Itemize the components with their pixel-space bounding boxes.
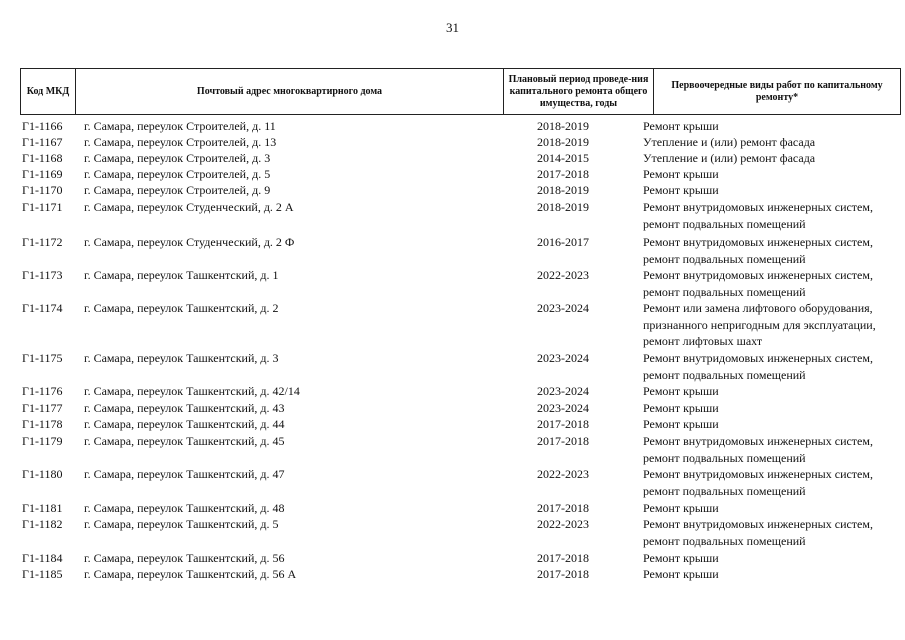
repair-work-line: Ремонт крыши: [643, 567, 719, 581]
repair-works: [643, 150, 903, 167]
mkd-code: Г1-1181: [22, 501, 63, 515]
mkd-code: Г1-1169: [22, 167, 63, 181]
repair-work-line: Утепление и (или) ремонт фасада: [643, 135, 816, 149]
repair-work-line: Ремонт внутридомовых инженерных систем,: [643, 268, 873, 282]
planned-period: 2023-2024: [537, 401, 589, 415]
mkd-code: Г1-1172: [22, 235, 63, 249]
postal-address: г. Самара, переулок Студенческий, д. 2 А: [84, 200, 294, 214]
postal-address: г. Самара, переулок Ташкентский, д. 47: [84, 467, 285, 481]
mkd-code: Г1-1176: [22, 384, 63, 398]
repair-works: [643, 182, 903, 199]
mkd-code: Г1-1178: [22, 417, 63, 431]
repair-works: [643, 516, 903, 549]
repair-works: [643, 466, 903, 499]
planned-period: 2017-2018: [537, 417, 589, 431]
planned-period: 2022-2023: [537, 517, 589, 531]
repair-works: [643, 134, 903, 151]
repair-work-line: Ремонт крыши: [643, 417, 719, 431]
header-address: Почтовый адрес многоквартирного дома: [75, 69, 503, 114]
repair-work-line: Ремонт внутридомовых инженерных систем,: [643, 467, 873, 481]
header-code: Код МКД: [20, 69, 75, 114]
repair-work-line: ремонт подвальных помещений: [643, 483, 806, 498]
repair-work-line: Ремонт крыши: [643, 183, 719, 197]
postal-address: г. Самара, переулок Ташкентский, д. 43: [84, 401, 285, 415]
repair-works: [643, 383, 903, 400]
mkd-code: Г1-1184: [22, 551, 63, 565]
planned-period: 2017-2018: [537, 567, 589, 581]
repair-work-line: Утепление и (или) ремонт фасада: [643, 151, 816, 165]
postal-address: г. Самара, переулок Ташкентский, д. 56: [84, 551, 285, 565]
planned-period: 2018-2019: [537, 135, 589, 149]
repair-work-line: ремонт подвальных помещений: [643, 251, 806, 266]
table-header: [20, 68, 901, 115]
repair-works: [643, 566, 903, 583]
repair-works: [643, 300, 903, 350]
header-works: Первоочередные виды работ по капитальному ремонту*: [653, 69, 901, 114]
postal-address: г. Самара, переулок Ташкентский, д. 56 А: [84, 567, 297, 581]
mkd-code: Г1-1174: [22, 301, 63, 315]
repair-work-line: Ремонт крыши: [643, 119, 719, 133]
planned-period: 2017-2018: [537, 501, 589, 515]
page-number: 31: [446, 20, 459, 35]
planned-period: 2022-2023: [537, 467, 589, 481]
planned-period: 2018-2019: [537, 119, 589, 133]
postal-address: г. Самара, переулок Строителей, д. 13: [84, 135, 277, 149]
planned-period: 2014-2015: [537, 151, 589, 165]
postal-address: г. Самара, переулок Строителей, д. 5: [84, 167, 271, 181]
repair-works: [643, 550, 903, 567]
repair-work-line: Ремонт крыши: [643, 551, 719, 565]
postal-address: г. Самара, переулок Строителей, д. 11: [84, 119, 276, 133]
mkd-code: Г1-1168: [22, 151, 63, 165]
postal-address: г. Самара, переулок Ташкентский, д. 42/14: [84, 384, 300, 398]
repair-work-line: Ремонт или замена лифтового оборудования,: [643, 301, 873, 315]
repair-works: [643, 267, 903, 300]
mkd-code: Г1-1177: [22, 401, 63, 415]
mkd-code: Г1-1182: [22, 517, 63, 531]
repair-works: [643, 400, 903, 417]
repair-work-line: ремонт подвальных помещений: [643, 450, 806, 465]
repair-work-line: ремонт подвальных помещений: [643, 533, 806, 548]
mkd-code: Г1-1179: [22, 434, 63, 448]
postal-address: г. Самара, переулок Строителей, д. 9: [84, 183, 271, 197]
repair-work-line: признанного непригодным для эксплуатации,: [643, 317, 876, 332]
planned-period: 2023-2024: [537, 351, 589, 365]
repair-work-line: ремонт подвальных помещений: [643, 284, 806, 299]
postal-address: г. Самара, переулок Ташкентский, д. 2: [84, 301, 279, 315]
mkd-code: Г1-1171: [22, 200, 63, 214]
postal-address: г. Самара, переулок Ташкентский, д. 45: [84, 434, 285, 448]
header-period: Плановый период проведе-ния капитального ремонта общего имущества, годы: [503, 69, 653, 114]
repair-work-line: Ремонт крыши: [643, 167, 719, 181]
postal-address: г. Самара, переулок Ташкентский, д. 48: [84, 501, 285, 515]
repair-works: [643, 500, 903, 517]
repair-work-line: Ремонт внутридомовых инженерных систем,: [643, 351, 873, 365]
repair-work-line: Ремонт крыши: [643, 401, 719, 415]
mkd-code: Г1-1166: [22, 119, 63, 133]
repair-work-line: Ремонт внутридомовых инженерных систем,: [643, 235, 873, 249]
postal-address: г. Самара, переулок Студенческий, д. 2 Ф: [84, 235, 295, 249]
planned-period: 2023-2024: [537, 384, 589, 398]
repair-works: [643, 416, 903, 433]
mkd-code: Г1-1173: [22, 268, 63, 282]
planned-period: 2017-2018: [537, 434, 589, 448]
repair-works: [643, 234, 903, 267]
mkd-code: Г1-1167: [22, 135, 63, 149]
planned-period: 2022-2023: [537, 268, 589, 282]
planned-period: 2016-2017: [537, 235, 589, 249]
repair-work-line: ремонт подвальных помещений: [643, 367, 806, 382]
planned-period: 2023-2024: [537, 301, 589, 315]
repair-works: [643, 433, 903, 466]
repair-works: [643, 350, 903, 383]
mkd-code: Г1-1175: [22, 351, 63, 365]
postal-address: г. Самара, переулок Ташкентский, д. 1: [84, 268, 279, 282]
repair-work-line: Ремонт внутридомовых инженерных систем,: [643, 517, 873, 531]
planned-period: 2017-2018: [537, 551, 589, 565]
planned-period: 2018-2019: [537, 200, 589, 214]
postal-address: г. Самара, переулок Ташкентский, д. 44: [84, 417, 285, 431]
postal-address: г. Самара, переулок Ташкентский, д. 5: [84, 517, 279, 531]
mkd-code: Г1-1170: [22, 183, 63, 197]
repair-work-line: ремонт лифтовых шахт: [643, 334, 763, 348]
postal-address: г. Самара, переулок Строителей, д. 3: [84, 151, 271, 165]
mkd-code: Г1-1180: [22, 467, 63, 481]
repair-work-line: Ремонт внутридомовых инженерных систем,: [643, 200, 873, 214]
mkd-code: Г1-1185: [22, 567, 63, 581]
repair-works: [643, 118, 903, 135]
repair-works: [643, 199, 903, 232]
planned-period: 2017-2018: [537, 167, 589, 181]
repair-works: [643, 166, 903, 183]
repair-work-line: Ремонт крыши: [643, 384, 719, 398]
repair-work-line: ремонт подвальных помещений: [643, 216, 806, 231]
postal-address: г. Самара, переулок Ташкентский, д. 3: [84, 351, 279, 365]
planned-period: 2018-2019: [537, 183, 589, 197]
repair-work-line: Ремонт внутридомовых инженерных систем,: [643, 434, 873, 448]
repair-work-line: Ремонт крыши: [643, 501, 719, 515]
